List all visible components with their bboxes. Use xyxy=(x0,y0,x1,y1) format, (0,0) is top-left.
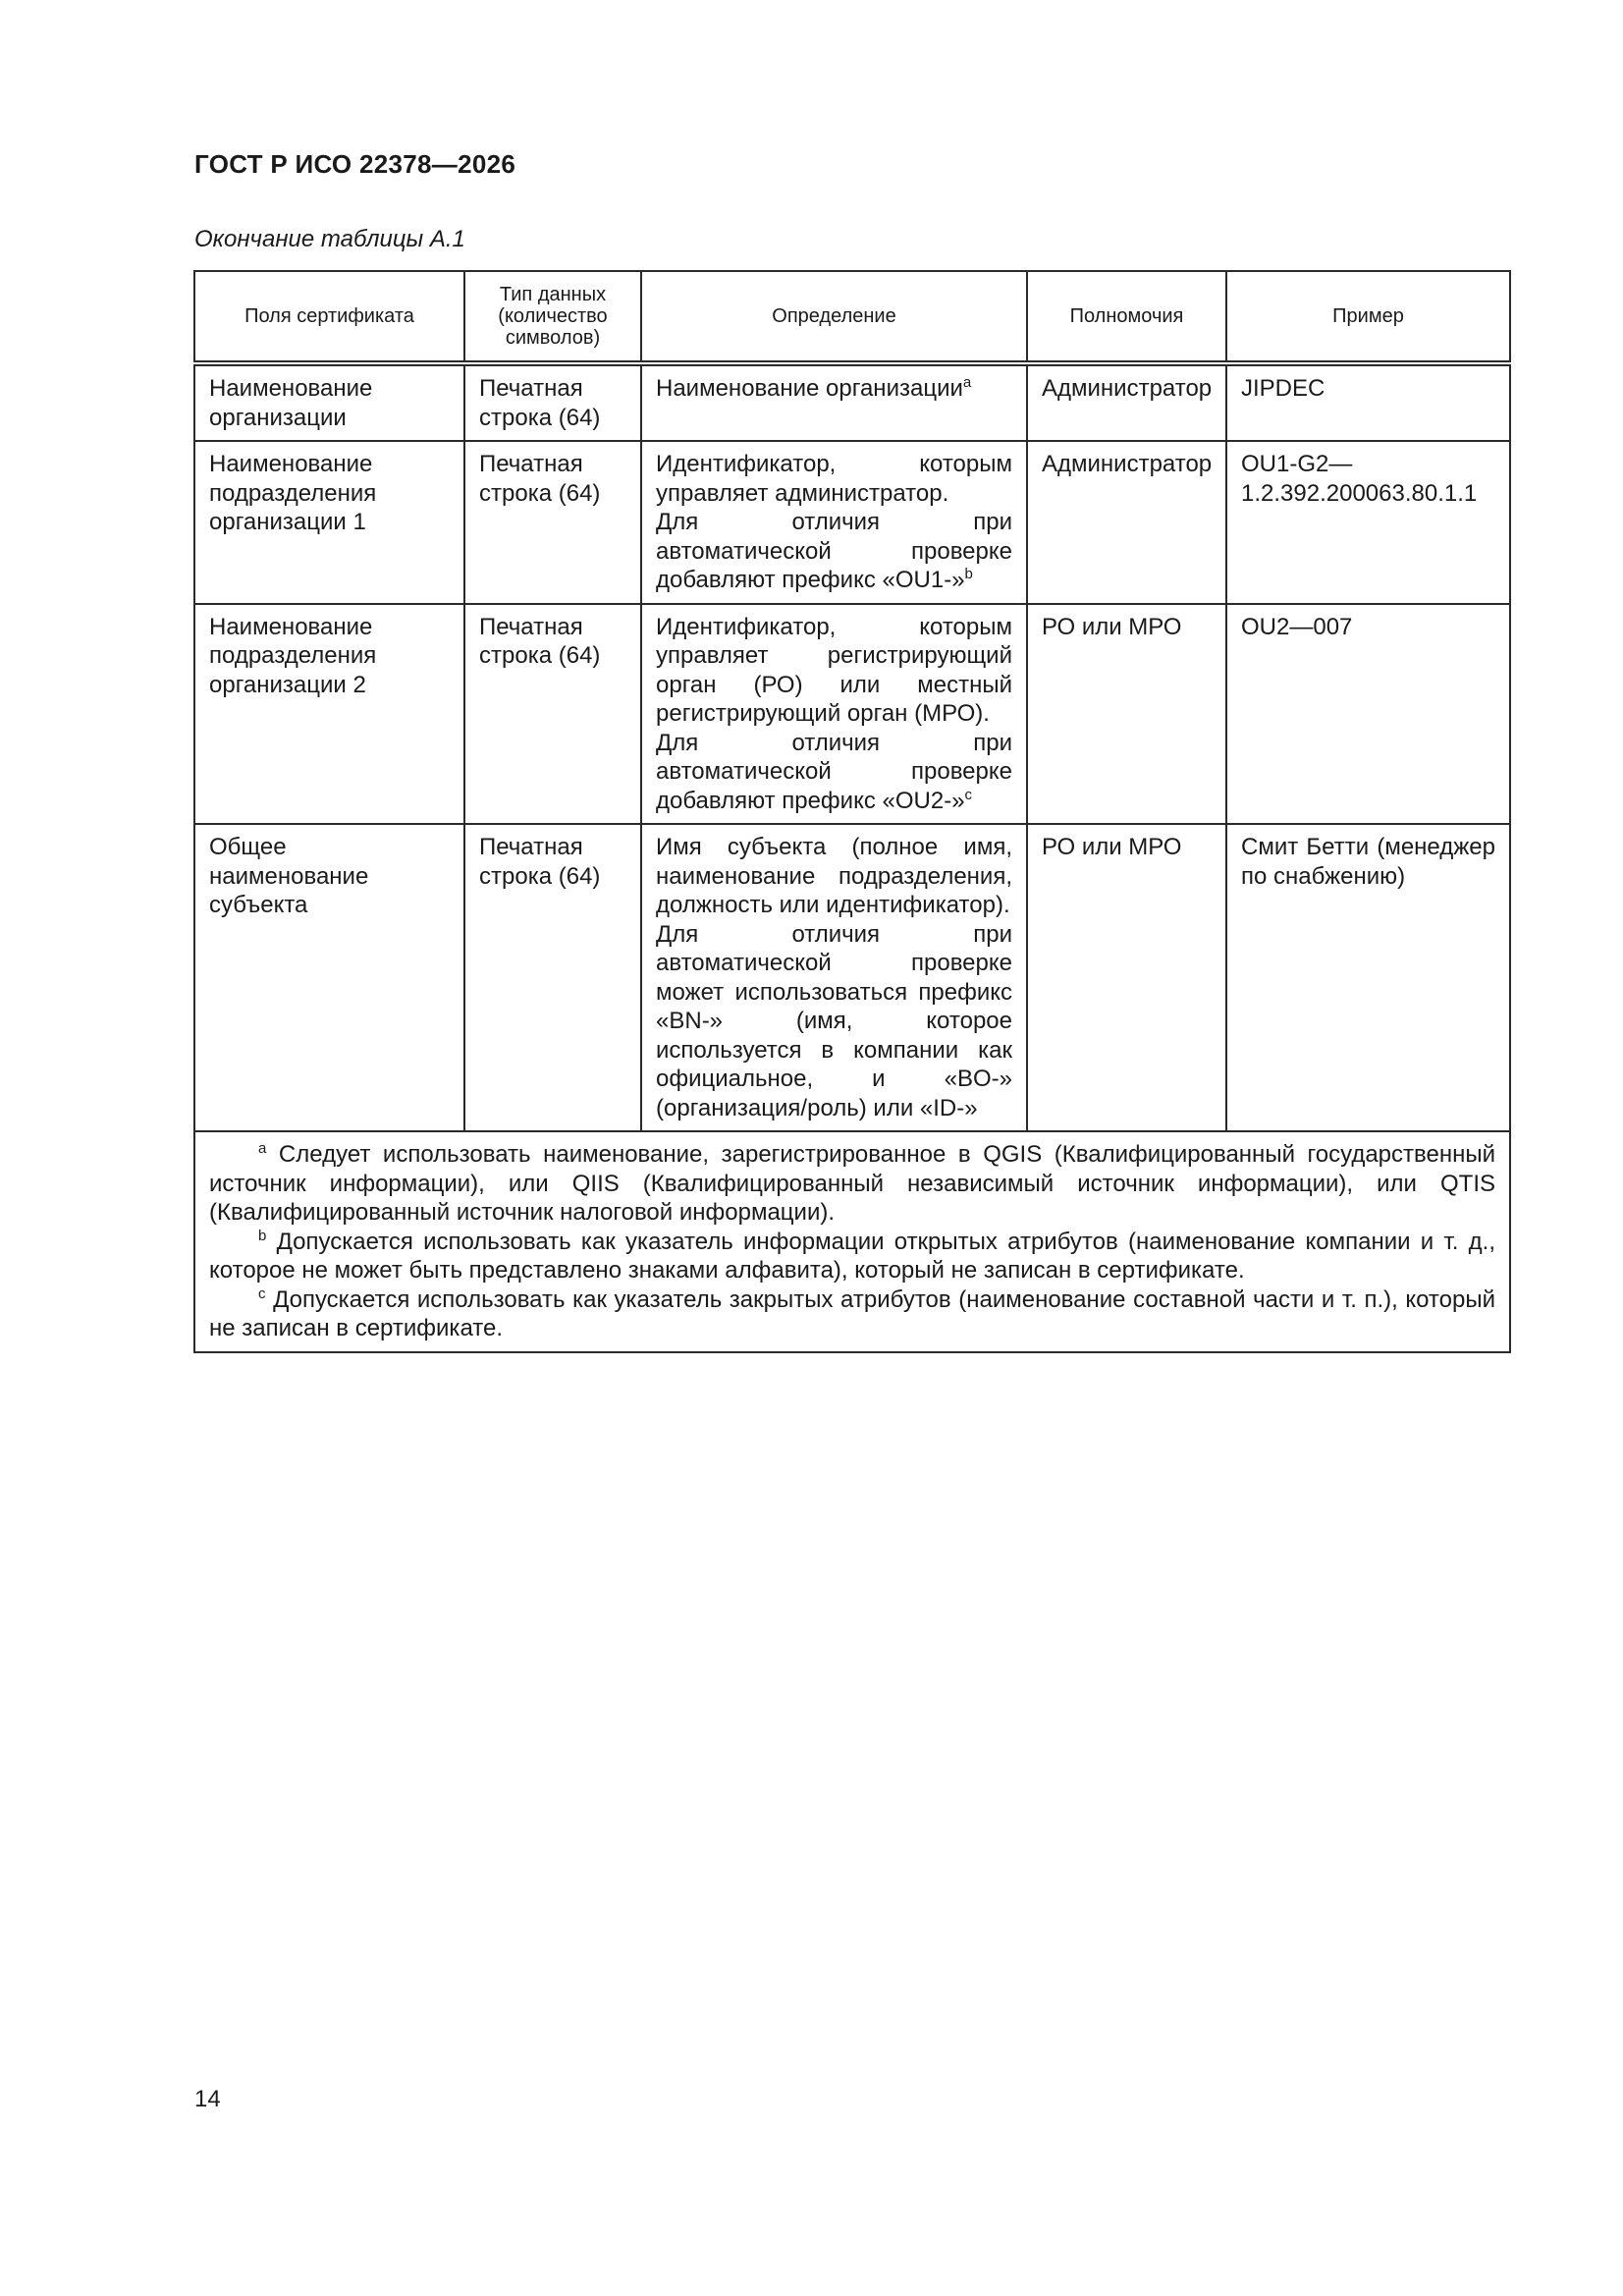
cell-field: Наименование организации xyxy=(194,363,464,441)
header-datatype: Тип данных (количество символов) xyxy=(464,271,641,363)
cell-definition xyxy=(641,363,1027,441)
table-footnotes-row xyxy=(194,1131,1510,1352)
page-number: 14 xyxy=(194,2086,221,2112)
cell-datatype: Печатная строка (64) xyxy=(464,441,641,604)
footnote-ref: b xyxy=(964,566,973,582)
footnote xyxy=(209,1285,1495,1343)
cell-definition xyxy=(641,441,1027,604)
table-header-row xyxy=(194,271,1510,363)
header-field: Поля сертификата xyxy=(194,271,464,363)
cell-datatype: Печатная строка (64) xyxy=(464,604,641,825)
footnote-mark: b xyxy=(258,1227,267,1244)
footnote-ref: c xyxy=(964,786,973,803)
standard-id-header: ГОСТ Р ИСО 22378—2026 xyxy=(194,149,516,179)
definition-text: Для отличия при автоматической проверке добавляют префикс «OU1-»$^b$ xyxy=(656,509,1012,593)
cell-field: Наименование подразделения организации 1 xyxy=(194,441,464,604)
footnote xyxy=(209,1140,1495,1228)
table-row xyxy=(194,604,1510,825)
example-text: OU1-G2—1.2.392.200063.80.1.1 xyxy=(1241,451,1478,507)
cell-field: Общее наименование субъекта xyxy=(194,824,464,1131)
definition-text: Идентификатор, которым управляет регистрирующий орган (РО) или местный регистрирующий орган (МРО). xyxy=(656,613,1012,727)
cell-definition xyxy=(641,604,1027,825)
footnote-ref: a xyxy=(962,374,972,391)
definition-text: Имя субъекта (полное имя, наименование подразделения, должность или идентификатор). xyxy=(656,834,1012,918)
footnote-mark: c xyxy=(258,1285,266,1302)
definition-text: Наименование организации xyxy=(656,375,963,402)
cell-authority: РО или МРО xyxy=(1027,824,1226,1131)
cell-example: JIPDEC xyxy=(1226,363,1510,441)
footnote xyxy=(209,1228,1495,1285)
footnotes-cell xyxy=(194,1131,1510,1352)
header-authority: Полномочия xyxy=(1027,271,1226,363)
cell-example xyxy=(1226,441,1510,604)
definition-text: Для отличия при автоматической проверке может использоваться префикс «BN-» (имя, которое используется в компании как официальное, и «BO-» (организация/роль) или «ID-» xyxy=(656,920,1012,1121)
cell-authority: Администратор xyxy=(1027,441,1226,604)
footnote-text: Допускается использовать как указатель информации открытых атрибутов (наименование компании и т. д., которое не может быть представлено знаками алфавита), который не записан в сертификате. xyxy=(209,1228,1496,1284)
cell-example: OU2—007 xyxy=(1226,604,1510,825)
table-row xyxy=(194,363,1510,441)
cell-datatype: Печатная строка (64) xyxy=(464,824,641,1131)
definition-text: Для отличия при автоматической проверке добавляют префикс «OU2-»$^c$ xyxy=(656,729,1012,814)
table-row xyxy=(194,441,1510,604)
cell-definition xyxy=(641,824,1027,1131)
definition-text: Идентификатор, которым управляет администратор. xyxy=(656,451,1012,507)
table-caption: Окончание таблицы А.1 xyxy=(194,226,465,252)
table-row xyxy=(194,824,1510,1131)
cell-example: Смит Бетти (менеджер по снабжению) xyxy=(1226,824,1510,1131)
header-definition: Определение xyxy=(641,271,1027,363)
cell-datatype: Печатная строка (64) xyxy=(464,363,641,441)
certificate-fields-table xyxy=(193,270,1511,1353)
footnote-text: Следует использовать наименование, зарегистрированное в QGIS (Квалифицированный государственный источник информации), или QIIS (Квалифицированный независимый источник информации), или QTIS (Квалифицированный источник налоговой информации). xyxy=(209,1141,1495,1226)
footnote-mark: a xyxy=(258,1140,267,1157)
cell-authority: РО или МРО xyxy=(1027,604,1226,825)
footnote-text: Допускается использовать как указатель закрытых атрибутов (наименование составной части и т. п.), который не записан в сертификате. xyxy=(209,1285,1496,1341)
header-example: Пример xyxy=(1226,271,1510,363)
cell-field: Наименование подразделения организации 2 xyxy=(194,604,464,825)
cell-authority: Администратор xyxy=(1027,363,1226,441)
